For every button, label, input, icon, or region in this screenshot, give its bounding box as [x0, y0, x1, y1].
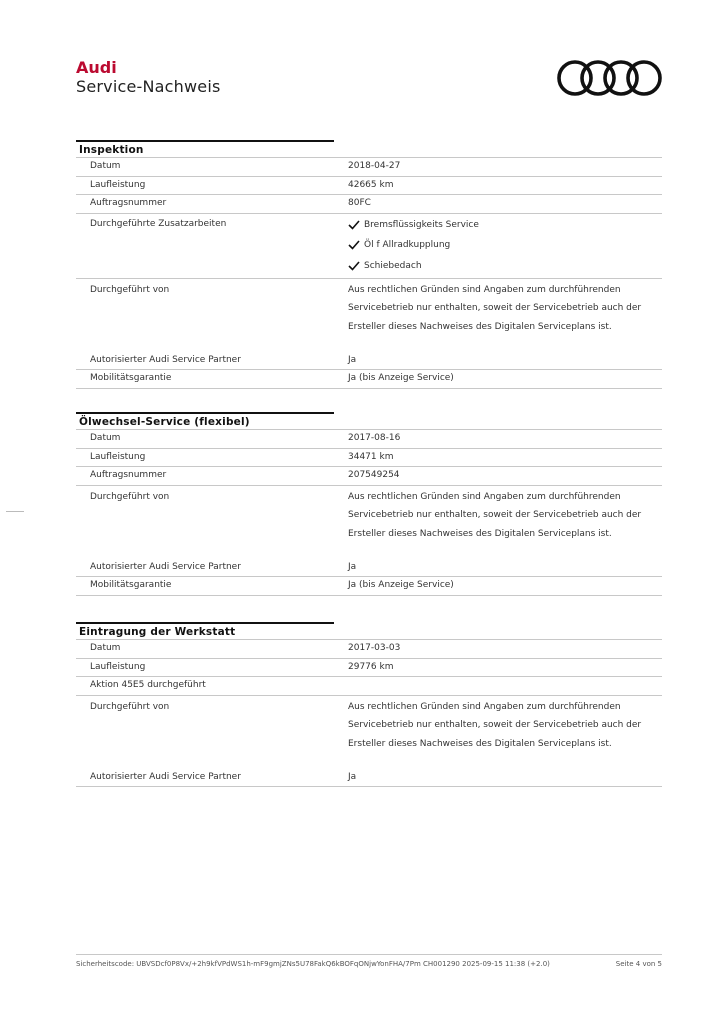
row-auftragsnummer	[76, 466, 662, 485]
margin-mark	[6, 511, 24, 512]
disclaimer-line: Aus rechtlichen Gründen sind Angaben zum durchführenden	[348, 701, 621, 712]
section-title: Eintragung der Werkstatt	[76, 622, 334, 639]
row-value: Ja (bis Anzeige Service)	[348, 580, 454, 590]
row-laufleistung	[76, 176, 662, 195]
audi-rings-logo	[556, 58, 664, 98]
row-value: 29776 km	[348, 661, 394, 672]
row-label: Durchgeführt von	[90, 701, 170, 712]
disclaimer-line: Aus rechtlichen Gründen sind Angaben zum durchführenden	[348, 491, 621, 502]
document-header	[76, 58, 221, 97]
row-datum	[76, 157, 662, 176]
row-laufleistung	[76, 658, 662, 677]
check-icon	[348, 220, 360, 230]
disclaimer-line: Servicebetrieb nur enthalten, soweit der Servicebetrieb auch der	[348, 720, 642, 730]
row-label: Laufleistung	[90, 661, 146, 672]
security-code: Sicherheitscode: UBVSDcf0P8Vx/+2h9kfVPdWS1h-mF9gmjZNs5U78FakQ6kBOFqONjwYonFHA/7Pm CH001290 2025-09-15 11:38 (+2.0)	[76, 960, 550, 968]
section-inspektion	[76, 140, 662, 389]
row-value: 2018-04-27	[348, 161, 401, 171]
page-number: Seite 4 von 5	[615, 960, 662, 968]
row-datum	[76, 429, 662, 448]
section-title: Ölwechsel-Service (flexibel)	[76, 412, 334, 429]
check-icon	[348, 240, 360, 250]
row-label: Mobilitätsgarantie	[90, 580, 172, 590]
row-zusatzarbeiten	[76, 213, 662, 278]
row-service-partner	[76, 769, 662, 788]
row-value: 42665 km	[348, 179, 394, 190]
list-item	[348, 215, 662, 236]
row-label: Auftragsnummer	[90, 470, 167, 480]
disclaimer-line: Aus rechtlichen Gründen sind Angaben zum durchführenden	[348, 284, 621, 295]
row-label: Autorisierter Audi Service Partner	[90, 561, 241, 572]
row-label: Aktion 45E5 durchgeführt	[90, 680, 206, 690]
check-icon	[348, 261, 360, 271]
row-label: Mobilitätsgarantie	[90, 373, 172, 383]
page-footer	[76, 954, 662, 968]
list-item-label: Öl f Allradkupplung	[364, 240, 451, 250]
row-label: Laufleistung	[90, 179, 146, 190]
section-title: Inspektion	[76, 140, 334, 157]
row-mobilitaetsgarantie	[76, 576, 662, 596]
row-durchgefuehrt-von	[76, 278, 662, 352]
list-item	[348, 235, 662, 256]
row-value: Ja	[348, 771, 357, 782]
row-label: Autorisierter Audi Service Partner	[90, 771, 241, 782]
row-value: Ja	[348, 561, 357, 572]
row-value	[348, 488, 662, 559]
disclaimer-line: Ersteller dieses Nachweises des Digitalen Serviceplans ist.	[348, 321, 612, 332]
row-label: Durchgeführt von	[90, 284, 170, 295]
row-durchgefuehrt-von	[76, 695, 662, 769]
disclaimer-line: Ersteller dieses Nachweises des Digitalen Serviceplans ist.	[348, 528, 612, 539]
row-service-partner	[76, 559, 662, 577]
disclaimer-line: Servicebetrieb nur enthalten, soweit der Servicebetrieb auch der	[348, 303, 642, 313]
row-datum	[76, 639, 662, 658]
row-mobilitaetsgarantie	[76, 369, 662, 389]
disclaimer-line: Ersteller dieses Nachweises des Digitalen Serviceplans ist.	[348, 738, 612, 749]
row-value	[348, 215, 662, 278]
row-value: 34471 km	[348, 451, 394, 462]
row-label: Laufleistung	[90, 451, 146, 462]
row-label: Durchgeführte Zusatzarbeiten	[90, 218, 227, 229]
row-value: 2017-03-03	[348, 643, 401, 653]
document-title: Service-Nachweis	[76, 77, 221, 96]
row-durchgefuehrt-von	[76, 485, 662, 559]
list-item-label: Bremsflüssigkeits Service	[364, 219, 479, 230]
brand-name: Audi	[76, 58, 117, 77]
row-value: Ja	[348, 354, 357, 365]
row-value: 2017-08-16	[348, 433, 401, 443]
row-value	[348, 698, 662, 769]
section-eintragung-werkstatt	[76, 622, 662, 787]
row-value: Ja (bis Anzeige Service)	[348, 373, 454, 383]
row-auftragsnummer	[76, 194, 662, 213]
row-label: Auftragsnummer	[90, 198, 167, 208]
row-value: 207549254	[348, 470, 400, 480]
row-service-partner	[76, 352, 662, 370]
row-aktion	[76, 676, 662, 695]
section-oelwechsel	[76, 412, 662, 596]
row-label: Datum	[90, 161, 121, 171]
row-label: Durchgeführt von	[90, 491, 170, 502]
row-laufleistung	[76, 448, 662, 467]
list-item-label: Schiebedach	[364, 260, 422, 271]
row-label: Datum	[90, 643, 121, 653]
disclaimer-line: Servicebetrieb nur enthalten, soweit der Servicebetrieb auch der	[348, 510, 642, 520]
row-value	[348, 281, 662, 352]
row-label: Autorisierter Audi Service Partner	[90, 354, 241, 365]
row-label: Datum	[90, 433, 121, 443]
row-value: 80FC	[348, 198, 371, 208]
list-item	[348, 256, 662, 277]
